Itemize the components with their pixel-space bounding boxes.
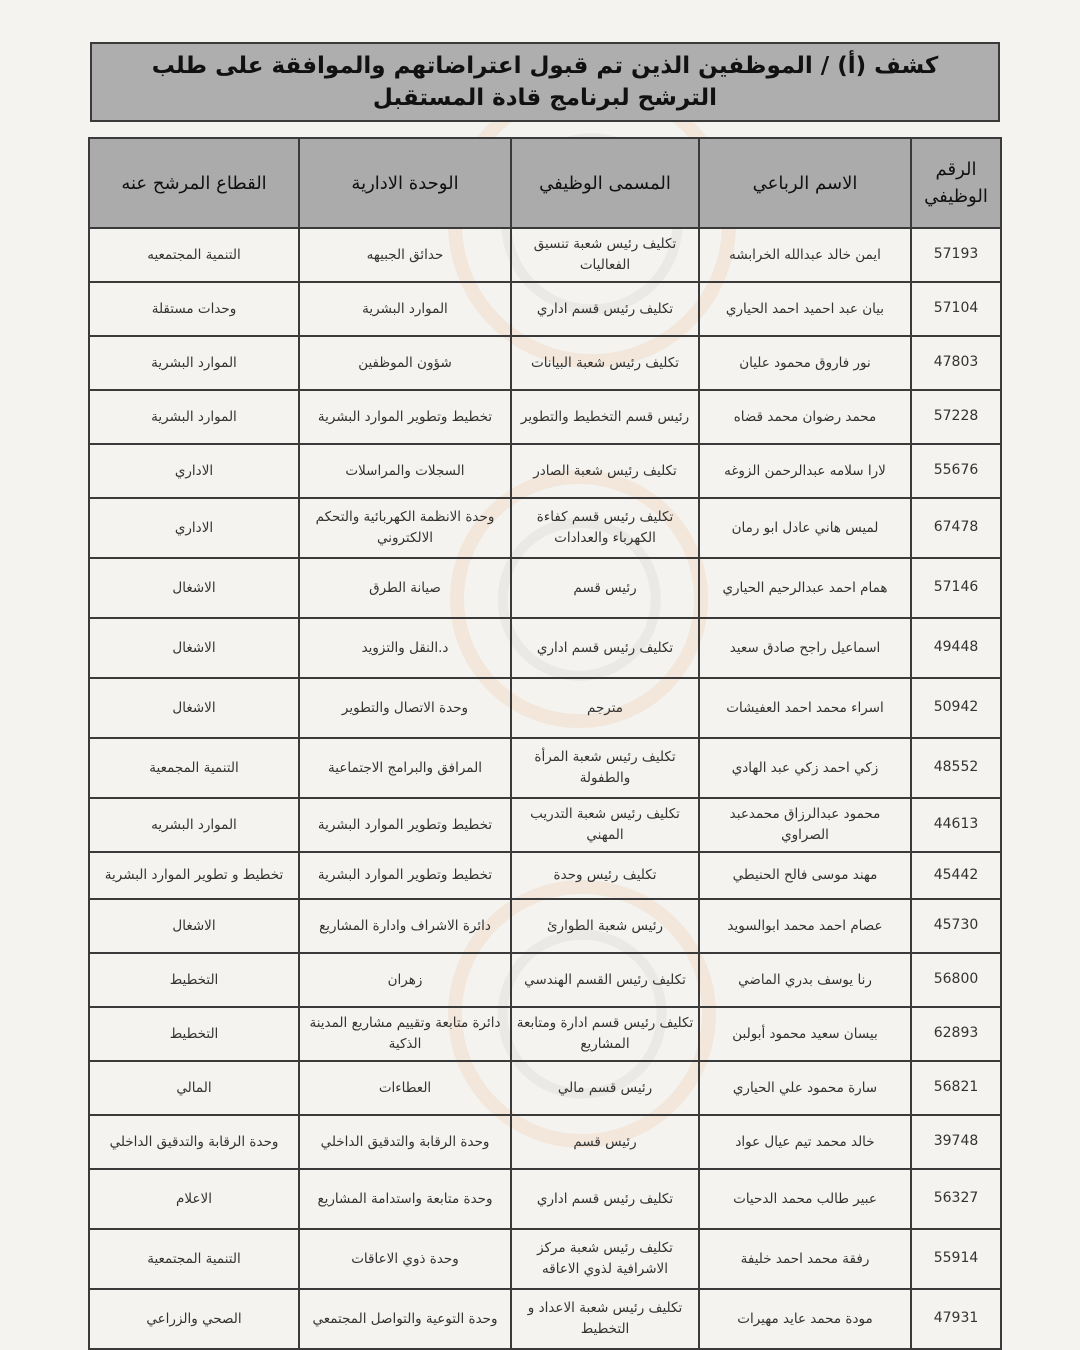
table-row (89, 738, 1001, 798)
employee-unit: المرافق والبرامج الاجتماعية (299, 738, 511, 798)
employee-position: تكليف رئيس قسم اداري (511, 282, 699, 336)
table-row (89, 618, 1001, 678)
table-row (89, 282, 1001, 336)
employee-sector: الاشغال (89, 558, 299, 618)
employee-name: عصام احمد محمد ابوالسويد (699, 899, 911, 953)
employee-position: رئيس شعبة الطوارئ (511, 899, 699, 953)
employee-sector: الاعلام (89, 1169, 299, 1229)
table-row (89, 899, 1001, 953)
table-row (89, 390, 1001, 444)
employee-name: مهند موسى فالح الحنيطي (699, 852, 911, 899)
employee-name: محمود عبدالرزاق محمدعبد الصراوي (699, 798, 911, 852)
employee-number: 48552 (911, 738, 1001, 798)
table-row (89, 1115, 1001, 1169)
employee-name: رفقة محمد احمد خليفة (699, 1229, 911, 1289)
table-row (89, 1169, 1001, 1229)
header-job-title: المسمى الوظيفي (511, 138, 699, 228)
employee-position: رئيس قسم التخطيط والتطوير (511, 390, 699, 444)
title-box (90, 42, 1000, 122)
employee-number: 47931 (911, 1289, 1001, 1349)
employee-unit: تخطيط وتطوير الموارد البشرية (299, 798, 511, 852)
page-title: كشف (أ) / الموظفين الذين تم قبول اعتراضاتهم والموافقة على طلب الترشح لبرنامج قادة المستقبل (151, 52, 939, 111)
table-row (89, 336, 1001, 390)
employee-name: محمد رضوان محمد قضاه (699, 390, 911, 444)
employee-name: همام احمد عبدالرحيم الحياري (699, 558, 911, 618)
employee-name: رنا يوسف بدري الماضي (699, 953, 911, 1007)
employee-sector: التخطيط (89, 1007, 299, 1061)
employee-number: 55914 (911, 1229, 1001, 1289)
employee-name: ايمن خالد عبدالله الخرابشه (699, 228, 911, 282)
employee-sector: الاداري (89, 444, 299, 498)
header-sector: القطاع المرشح عنه (89, 138, 299, 228)
employee-unit: دائرة متابعة وتقييم مشاريع المدينة الذكية (299, 1007, 511, 1061)
table-row (89, 1289, 1001, 1349)
document-sheet (88, 42, 1000, 1337)
table-row (89, 953, 1001, 1007)
employee-sector: التنمية المجمعية (89, 738, 299, 798)
employee-sector: الموارد البشريه (89, 798, 299, 852)
employee-position: مترجم (511, 678, 699, 738)
employee-position: تكليف رئيس قسم اداري (511, 1169, 699, 1229)
employee-position: رئيس قسم (511, 1115, 699, 1169)
employee-number: 47803 (911, 336, 1001, 390)
employee-unit: الموارد البشرية (299, 282, 511, 336)
employee-number: 57146 (911, 558, 1001, 618)
employee-unit: وحدة التوعية والتواصل المجتمعي (299, 1289, 511, 1349)
employee-sector: الاشغال (89, 618, 299, 678)
employee-sector: التنمية المجتمعيه (89, 228, 299, 282)
employee-unit: زهران (299, 953, 511, 1007)
employee-unit: حدائق الجبيهه (299, 228, 511, 282)
employee-position: تكليف رئيس القسم الهندسي (511, 953, 699, 1007)
employee-position: تكليف رئيس وحدة (511, 852, 699, 899)
employee-position: تكليف رئيس شعبة مركز الاشرافية لذوي الاعاقه (511, 1229, 699, 1289)
employee-number: 57228 (911, 390, 1001, 444)
employee-number: 56327 (911, 1169, 1001, 1229)
employee-name: مودة محمد عايد مهيرات (699, 1289, 911, 1349)
employee-sector: المالي (89, 1061, 299, 1115)
employee-sector: وحدة الرقابة والتدقيق الداخلي (89, 1115, 299, 1169)
employee-number: 39748 (911, 1115, 1001, 1169)
employee-position: تكليف رئيس شعبة الصادر (511, 444, 699, 498)
table-row (89, 228, 1001, 282)
employee-unit: شؤون الموظفين (299, 336, 511, 390)
employee-position: تكليف رئيس شعبة المرأة والطفولة (511, 738, 699, 798)
employee-number: 45730 (911, 899, 1001, 953)
employee-position: تكليف رئيس قسم ادارة ومتابعة المشاريع (511, 1007, 699, 1061)
employee-number: 56800 (911, 953, 1001, 1007)
header-employee-number: الرقم الوظيفي (911, 138, 1001, 228)
employee-unit: دائرة الاشراف وادارة المشاريع (299, 899, 511, 953)
employee-unit: السجلات والمراسلات (299, 444, 511, 498)
employee-name: اسماعيل راجح صادق سعيد (699, 618, 911, 678)
employee-unit: العطاءات (299, 1061, 511, 1115)
header-full-name: الاسم الرباعي (699, 138, 911, 228)
employee-unit: تخطيط وتطوير الموارد البشرية (299, 390, 511, 444)
table-row (89, 498, 1001, 558)
employee-number: 45442 (911, 852, 1001, 899)
table-row (89, 444, 1001, 498)
employee-sector: الاشغال (89, 899, 299, 953)
table-row (89, 1061, 1001, 1115)
employee-unit: وحدة متابعة واستدامة المشاريع (299, 1169, 511, 1229)
table-row (89, 1229, 1001, 1289)
employee-number: 62893 (911, 1007, 1001, 1061)
employee-name: لارا سلامه عبدالرحمن الزوغه (699, 444, 911, 498)
employee-name: نور فاروق محمود عليان (699, 336, 911, 390)
employee-table (88, 137, 1002, 1350)
employee-sector: الاداري (89, 498, 299, 558)
employee-sector: وحدات مستقلة (89, 282, 299, 336)
table-row (89, 1007, 1001, 1061)
employee-number: 44613 (911, 798, 1001, 852)
employee-number: 57193 (911, 228, 1001, 282)
employee-name: عبير طالب محمد الدحيات (699, 1169, 911, 1229)
employee-name: اسراء محمد احمد العفيشات (699, 678, 911, 738)
header-admin-unit: الوحدة الادارية (299, 138, 511, 228)
employee-sector: الموارد البشرية (89, 390, 299, 444)
employee-number: 49448 (911, 618, 1001, 678)
employee-unit: وحدة الرقابة والتدقيق الداخلي (299, 1115, 511, 1169)
employee-position: رئيس قسم (511, 558, 699, 618)
employee-name: زكي احمد زكي عبد الهادي (699, 738, 911, 798)
employee-name: بيسان سعيد محمود أبولبن (699, 1007, 911, 1061)
table-row (89, 852, 1001, 899)
employee-name: بيان عبد احميد احمد الحياري (699, 282, 911, 336)
employee-unit: صيانة الطرق (299, 558, 511, 618)
table-row (89, 558, 1001, 618)
employee-sector: التنمية المجتمعية (89, 1229, 299, 1289)
table-header-row (89, 138, 1001, 228)
employee-position: تكليف رئيس قسم كفاءة الكهرباء والعدادات (511, 498, 699, 558)
employee-position: رئيس قسم مالي (511, 1061, 699, 1115)
employee-position: تكليف رئيس شعبة تنسيق الفعاليات (511, 228, 699, 282)
employee-position: تكليف رئيس شعبة البيانات (511, 336, 699, 390)
employee-unit: وحدة الانظمة الكهربائية والتحكم الالكتروني (299, 498, 511, 558)
employee-unit: وحدة ذوي الاعاقات (299, 1229, 511, 1289)
employee-sector: الصحي والزراعي (89, 1289, 299, 1349)
employee-number: 67478 (911, 498, 1001, 558)
employee-unit: د.النقل والتزويد (299, 618, 511, 678)
employee-position: تكليف رئيس شعبة التدريب المهني (511, 798, 699, 852)
employee-sector: تخطيط و تطوير الموارد البشرية (89, 852, 299, 899)
employee-position: تكليف رئيس قسم اداري (511, 618, 699, 678)
table-row (89, 678, 1001, 738)
employee-unit: تخطيط وتطوير الموارد البشرية (299, 852, 511, 899)
employee-sector: الموارد البشرية (89, 336, 299, 390)
table-row (89, 798, 1001, 852)
employee-position: تكليف رئيس شعبة الاعداد و التخطيط (511, 1289, 699, 1349)
employee-number: 56821 (911, 1061, 1001, 1115)
employee-number: 50942 (911, 678, 1001, 738)
employee-name: سارة محمود علي الحياري (699, 1061, 911, 1115)
employee-sector: التخطيط (89, 953, 299, 1007)
employee-number: 55676 (911, 444, 1001, 498)
employee-number: 57104 (911, 282, 1001, 336)
employee-name: لميس هاني عادل ابو رمان (699, 498, 911, 558)
employee-name: خالد محمد تيم عيال عواد (699, 1115, 911, 1169)
employee-sector: الاشغال (89, 678, 299, 738)
employee-unit: وحدة الاتصال والتطوير (299, 678, 511, 738)
